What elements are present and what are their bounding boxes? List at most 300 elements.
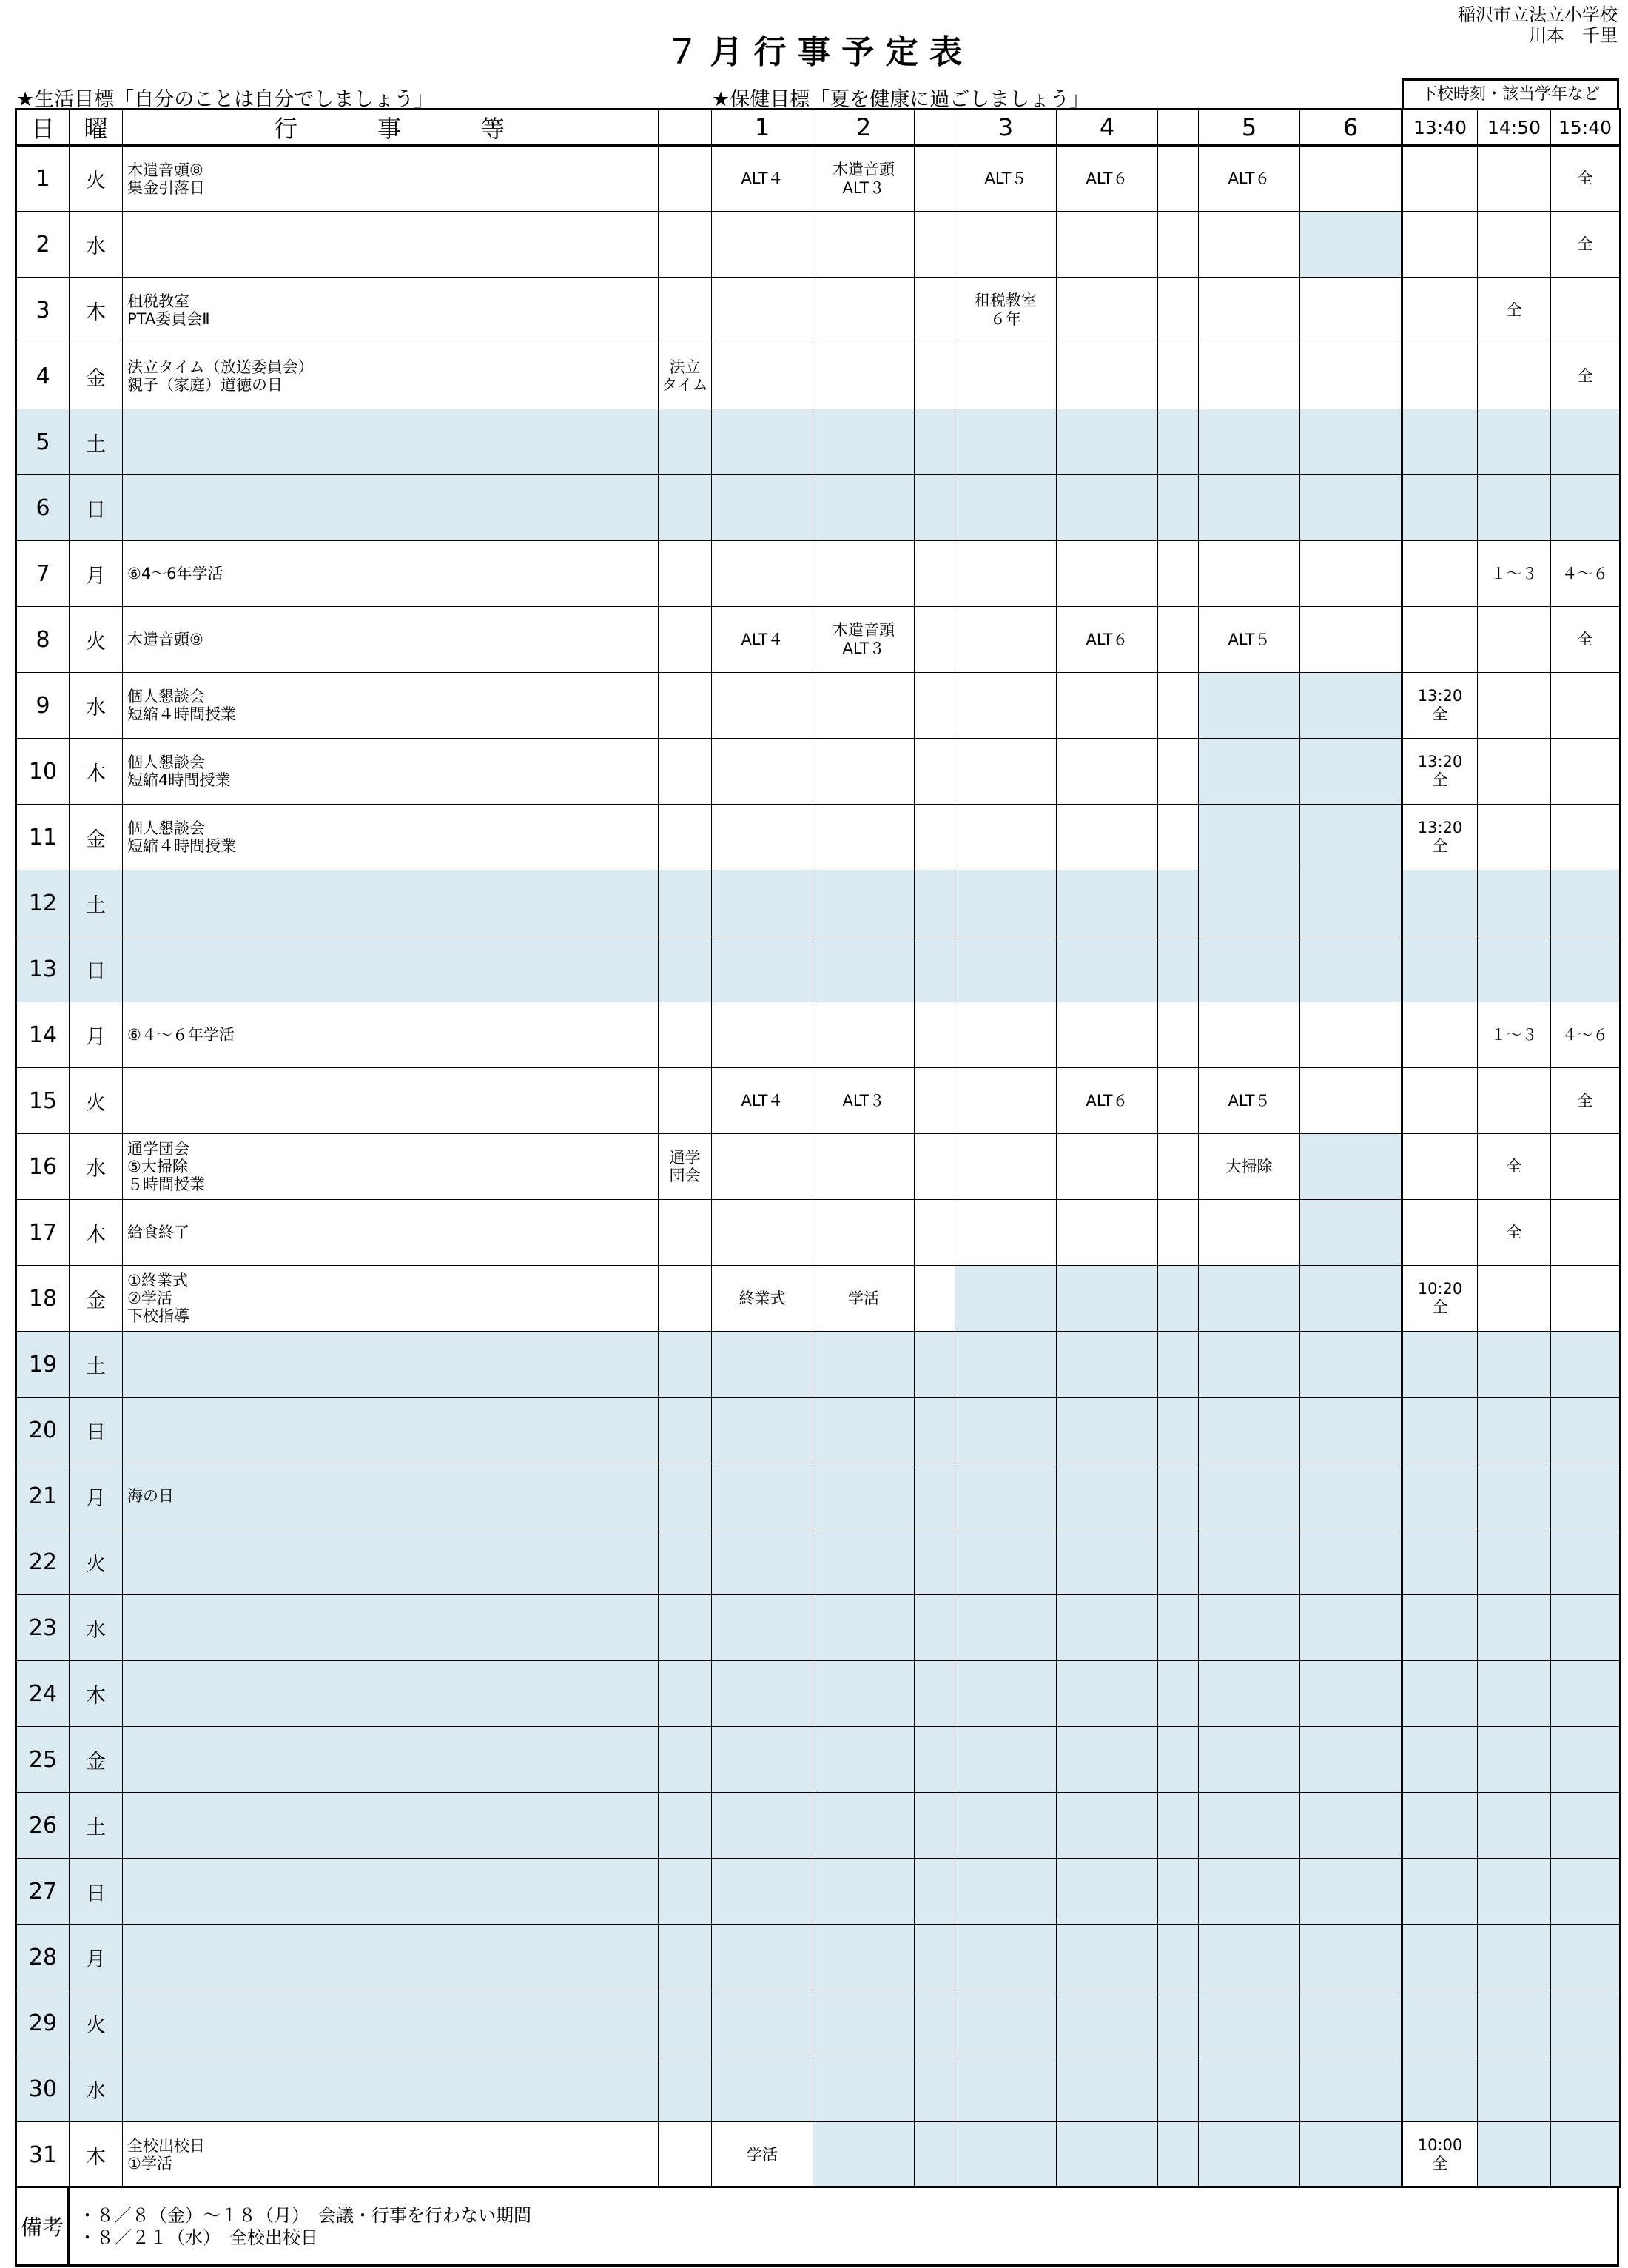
date-cell: 28 [16,1925,70,1990]
event-cell: ⑥４～６年学活 [123,1002,659,1068]
period-4-cell [1057,1727,1158,1793]
event-cell: 個人懇談会 短縮4時間授業 [123,739,659,805]
table-row [16,2122,1621,2188]
weekday-cell: 木 [70,2122,123,2188]
period-5-cell [1199,673,1300,739]
event-cell [123,870,659,936]
event-cell [123,475,659,541]
period-6-cell [1300,936,1402,1002]
time-2-cell [1478,739,1551,805]
time-1-cell [1402,1661,1478,1727]
period-3-cell [955,1266,1057,1332]
table-row [16,1332,1621,1398]
time-2-cell [1478,1068,1551,1134]
spacer-cell [915,673,955,739]
period-2-cell [813,278,915,343]
weekday-cell: 火 [70,1068,123,1134]
period-3-cell [955,212,1057,278]
period-5-cell [1199,1925,1300,1990]
weekday-cell: 月 [70,1463,123,1529]
period-2-cell [813,2056,915,2122]
period-6-cell [1300,1200,1402,1266]
extra-cell [659,1332,712,1398]
spacer-cell [915,1727,955,1793]
period-1-cell [712,936,813,1002]
period-6-cell [1300,146,1402,212]
period-4-cell [1057,1793,1158,1859]
table-row [16,1200,1621,1266]
period-2-cell [813,870,915,936]
date-cell: 2 [16,212,70,278]
period-1-cell [712,1398,813,1463]
spacer-cell [1158,2122,1199,2188]
period-1-cell: 学活 [712,2122,813,2188]
event-cell [123,1925,659,1990]
weekday-cell: 火 [70,607,123,673]
period-5-cell: ALT５ [1199,607,1300,673]
time-3-cell: 全 [1551,146,1621,212]
period-5-cell [1199,278,1300,343]
period-6-cell [1300,1859,1402,1925]
date-cell: 29 [16,1990,70,2056]
header-spacer-a [915,110,955,146]
period-2-cell [813,1793,915,1859]
time-1-cell [1402,1398,1478,1463]
extra-cell [659,1990,712,2056]
header-spacer-b [1158,110,1199,146]
period-6-cell [1300,212,1402,278]
date-cell: 27 [16,1859,70,1925]
weekday-cell: 月 [70,541,123,607]
period-1-cell [712,1463,813,1529]
period-4-cell [1057,409,1158,475]
spacer-cell [915,1332,955,1398]
period-6-cell [1300,1595,1402,1661]
extra-cell [659,1925,712,1990]
period-6-cell [1300,409,1402,475]
weekday-cell: 水 [70,673,123,739]
time-2-cell: １～３ [1478,541,1551,607]
time-3-cell [1551,1134,1621,1200]
period-4-cell [1057,1925,1158,1990]
period-5-cell [1199,2122,1300,2188]
period-1-cell: ALT４ [712,1068,813,1134]
time-2-cell [1478,1529,1551,1595]
spacer-cell [915,278,955,343]
period-6-cell [1300,673,1402,739]
time-3-cell [1551,673,1621,739]
event-cell: 木遣音頭⑧ 集金引落日 [123,146,659,212]
period-2-cell [813,1925,915,1990]
period-3-cell [955,1200,1057,1266]
time-1-cell [1402,475,1478,541]
event-cell: 通学団会 ⑤大掃除 ５時間授業 [123,1134,659,1200]
time-1-cell [1402,409,1478,475]
time-2-cell: 全 [1478,1134,1551,1200]
period-6-cell [1300,1266,1402,1332]
period-4-cell [1057,1990,1158,2056]
period-3-cell [955,870,1057,936]
period-5-cell [1199,936,1300,1002]
period-5-cell [1199,541,1300,607]
spacer-cell [915,541,955,607]
date-cell: 25 [16,1727,70,1793]
extra-cell [659,2122,712,2188]
table-row [16,146,1621,212]
period-2-cell [813,212,915,278]
period-5-cell [1199,1463,1300,1529]
period-5-cell: 大掃除 [1199,1134,1300,1200]
period-3-cell [955,1859,1057,1925]
time-2-cell [1478,212,1551,278]
table-row [16,409,1621,475]
period-6-cell [1300,2056,1402,2122]
period-3-cell [955,475,1057,541]
time-1-cell [1402,2056,1478,2122]
weekday-cell: 火 [70,146,123,212]
period-2-cell: 木遣音頭 ALT３ [813,146,915,212]
schedule-body [16,146,1621,2188]
period-1-cell [712,739,813,805]
time-1-cell [1402,1463,1478,1529]
time-1-cell [1402,1859,1478,1925]
spacer-cell [1158,805,1199,870]
table-row [16,1068,1621,1134]
period-5-cell [1199,343,1300,409]
time-2-cell [1478,1661,1551,1727]
time-2-cell [1478,1990,1551,2056]
remarks-label: 備考 [16,2187,69,2266]
spacer-cell [915,805,955,870]
period-2-cell [813,739,915,805]
table-row [16,1990,1621,2056]
event-cell: ①終業式 ②学活 下校指導 [123,1266,659,1332]
period-5-cell [1199,2056,1300,2122]
time-2-cell [1478,1332,1551,1398]
time-1-cell [1402,1727,1478,1793]
period-3-cell [955,1925,1057,1990]
period-4-cell [1057,1529,1158,1595]
period-1-cell [712,278,813,343]
table-row [16,1134,1621,1200]
time-2-cell: 全 [1478,278,1551,343]
period-4-cell [1057,343,1158,409]
spacer-cell [915,2056,955,2122]
period-5-cell [1199,409,1300,475]
period-2-cell [813,936,915,1002]
date-cell: 9 [16,673,70,739]
date-cell: 14 [16,1002,70,1068]
header-period-1: 1 [712,110,813,146]
period-3-cell: 租税教室 ６年 [955,278,1057,343]
date-cell: 15 [16,1068,70,1134]
date-cell: 13 [16,936,70,1002]
extra-cell [659,541,712,607]
time-1-cell: 13:20 全 [1402,739,1478,805]
event-cell [123,1332,659,1398]
spacer-cell [915,146,955,212]
period-3-cell [955,739,1057,805]
time-1-cell [1402,1990,1478,2056]
period-1-cell [712,1859,813,1925]
header-period-4: 4 [1057,110,1158,146]
time-1-cell: 13:20 全 [1402,805,1478,870]
date-cell: 4 [16,343,70,409]
period-2-cell [813,1002,915,1068]
date-cell: 6 [16,475,70,541]
period-3-cell [955,1990,1057,2056]
date-cell: 17 [16,1200,70,1266]
time-3-cell [1551,739,1621,805]
time-3-cell: 全 [1551,212,1621,278]
time-3-cell [1551,1661,1621,1727]
time-1-cell [1402,936,1478,1002]
table-row [16,1595,1621,1661]
weekday-cell: 日 [70,1398,123,1463]
event-cell: ⑥4～6年学活 [123,541,659,607]
weekday-cell: 水 [70,1134,123,1200]
event-cell [123,936,659,1002]
period-6-cell [1300,1002,1402,1068]
time-3-cell: ４～６ [1551,1002,1621,1068]
spacer-cell [1158,1002,1199,1068]
weekday-cell: 金 [70,805,123,870]
date-cell: 10 [16,739,70,805]
spacer-cell [1158,1925,1199,1990]
period-6-cell [1300,1727,1402,1793]
extra-cell [659,1595,712,1661]
time-3-cell [1551,1793,1621,1859]
period-1-cell [712,1200,813,1266]
period-4-cell [1057,805,1158,870]
table-row [16,1859,1621,1925]
spacer-cell [915,1925,955,1990]
date-cell: 22 [16,1529,70,1595]
time-1-cell [1402,607,1478,673]
table-row [16,2056,1621,2122]
spacer-cell [915,1661,955,1727]
period-3-cell [955,1727,1057,1793]
period-2-cell [813,1134,915,1200]
period-2-cell [813,673,915,739]
table-row [16,1266,1621,1332]
weekday-cell: 月 [70,1925,123,1990]
period-5-cell [1199,1859,1300,1925]
spacer-cell [1158,607,1199,673]
date-cell: 8 [16,607,70,673]
time-3-cell: 全 [1551,607,1621,673]
period-1-cell [712,870,813,936]
spacer-cell [1158,146,1199,212]
period-3-cell [955,936,1057,1002]
period-1-cell [712,541,813,607]
period-6-cell [1300,739,1402,805]
period-5-cell [1199,212,1300,278]
spacer-cell [1158,2056,1199,2122]
period-2-cell [813,1859,915,1925]
spacer-cell [915,1266,955,1332]
header-period-5: 5 [1199,110,1300,146]
period-2-cell [813,1332,915,1398]
spacer-cell [1158,1793,1199,1859]
spacer-cell [1158,409,1199,475]
time-1-cell [1402,870,1478,936]
spacer-cell [1158,1727,1199,1793]
period-1-cell [712,1002,813,1068]
time-3-cell [1551,409,1621,475]
spacer-cell [915,2122,955,2188]
spacer-cell [915,343,955,409]
period-2-cell [813,805,915,870]
period-1-cell [712,805,813,870]
time-3-cell [1551,1332,1621,1398]
table-row [16,1529,1621,1595]
time-2-cell [1478,343,1551,409]
time-2-cell: １～３ [1478,1002,1551,1068]
period-2-cell [813,2122,915,2188]
period-3-cell [955,607,1057,673]
period-4-cell [1057,1859,1158,1925]
period-1-cell [712,1595,813,1661]
period-4-cell [1057,936,1158,1002]
header-day: 曜 [70,110,123,146]
period-3-cell [955,673,1057,739]
time-1-cell [1402,1925,1478,1990]
time-2-cell [1478,2056,1551,2122]
weekday-cell: 木 [70,278,123,343]
event-cell [123,1398,659,1463]
time-3-cell: 全 [1551,343,1621,409]
time-1-cell [1402,1793,1478,1859]
period-1-cell [712,475,813,541]
spacer-cell [1158,1200,1199,1266]
spacer-cell [915,475,955,541]
spacer-cell [1158,212,1199,278]
event-cell [123,1990,659,2056]
period-3-cell [955,1661,1057,1727]
period-6-cell [1300,1529,1402,1595]
time-2-cell [1478,2122,1551,2188]
spacer-cell [915,212,955,278]
period-2-cell: 学活 [813,1266,915,1332]
spacer-cell [1158,1068,1199,1134]
period-1-cell [712,1661,813,1727]
date-cell: 18 [16,1266,70,1332]
event-cell [123,1595,659,1661]
period-1-cell: 終業式 [712,1266,813,1332]
extra-cell: 通学 団会 [659,1134,712,1200]
event-cell [123,1727,659,1793]
time-3-cell: 全 [1551,1068,1621,1134]
time-2-cell [1478,673,1551,739]
time-2-cell [1478,1793,1551,1859]
table-row [16,1463,1621,1529]
weekday-cell: 土 [70,1332,123,1398]
spacer-cell [1158,1990,1199,2056]
period-3-cell [955,1002,1057,1068]
weekday-cell: 日 [70,1859,123,1925]
event-cell [123,1661,659,1727]
time-3-cell [1551,1529,1621,1595]
header-date: 日 [16,110,70,146]
extra-cell [659,870,712,936]
weekday-cell: 金 [70,1266,123,1332]
time-2-cell [1478,1398,1551,1463]
spacer-cell [1158,1661,1199,1727]
table-row [16,1002,1621,1068]
table-row [16,607,1621,673]
date-cell: 31 [16,2122,70,2188]
time-2-cell [1478,1925,1551,1990]
period-6-cell [1300,805,1402,870]
period-4-cell [1057,1266,1158,1332]
header-time-2: 14:50 [1478,110,1551,146]
period-1-cell [712,2056,813,2122]
period-5-cell [1199,475,1300,541]
period-1-cell [712,1925,813,1990]
date-cell: 20 [16,1398,70,1463]
date-cell: 3 [16,278,70,343]
weekday-cell: 日 [70,936,123,1002]
school-name: 稲沢市立法立小学校 [1458,4,1618,25]
period-5-cell [1199,1661,1300,1727]
extra-cell [659,212,712,278]
period-3-cell [955,541,1057,607]
period-4-cell [1057,870,1158,936]
time-1-cell [1402,1332,1478,1398]
period-4-cell [1057,1595,1158,1661]
time-3-cell [1551,1727,1621,1793]
event-cell [123,1859,659,1925]
period-3-cell [955,1068,1057,1134]
weekday-cell: 火 [70,1990,123,2056]
period-2-cell [813,1529,915,1595]
time-1-cell [1402,212,1478,278]
table-row [16,541,1621,607]
date-cell: 30 [16,2056,70,2122]
event-cell: 租税教室 PTA委員会Ⅱ [123,278,659,343]
spacer-cell [1158,278,1199,343]
time-3-cell [1551,936,1621,1002]
table-row [16,805,1621,870]
period-6-cell [1300,1925,1402,1990]
period-1-cell [712,343,813,409]
period-1-cell [712,1332,813,1398]
date-cell: 24 [16,1661,70,1727]
spacer-cell [1158,1529,1199,1595]
time-3-cell [1551,1398,1621,1463]
period-2-cell: ALT３ [813,1068,915,1134]
event-cell: 個人懇談会 短縮４時間授業 [123,805,659,870]
extra-cell [659,607,712,673]
extra-cell [659,1002,712,1068]
spacer-cell [915,739,955,805]
period-6-cell [1300,1398,1402,1463]
extra-cell [659,1068,712,1134]
extra-cell [659,1200,712,1266]
period-4-cell [1057,1134,1158,1200]
period-4-cell [1057,475,1158,541]
extra-cell [659,146,712,212]
time-2-cell [1478,409,1551,475]
period-4-cell [1057,673,1158,739]
life-goal: ★生活目標「自分のことは自分でしましょう」 [16,88,434,111]
table-row [16,1793,1621,1859]
time-3-cell [1551,870,1621,936]
date-cell: 12 [16,870,70,936]
time-2-cell [1478,146,1551,212]
weekday-cell: 日 [70,475,123,541]
